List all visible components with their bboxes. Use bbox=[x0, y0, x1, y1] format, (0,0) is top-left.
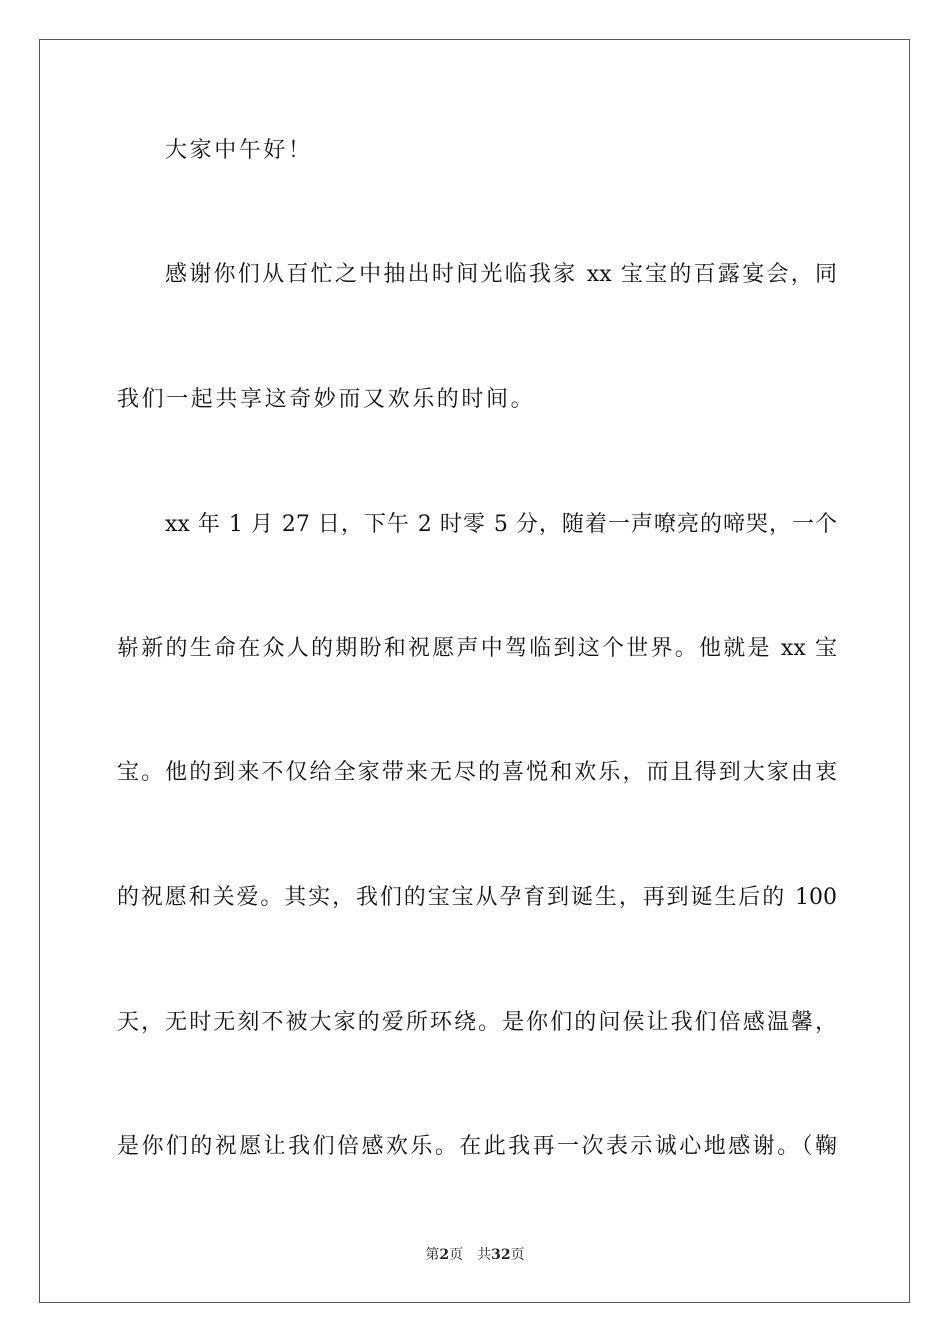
page-footer bbox=[0, 1246, 950, 1264]
body-line-6: 的祝愿和关爱。其实，我们的宝宝从孕育到诞生，再到诞生后的 100 bbox=[117, 885, 837, 910]
page-current: 2 bbox=[439, 1247, 450, 1263]
body-line-2: 我们一起共享这奇妙而又欢乐的时间。 bbox=[117, 387, 536, 412]
total-suffix: 页 bbox=[510, 1247, 525, 1263]
body-line-3: xx 年 1 月 27 日，下午 2 时零 5 分，随着一声嘹亮的啼哭，一个 bbox=[165, 512, 837, 537]
page-border bbox=[39, 39, 910, 1303]
body-line-1: 感谢你们从百忙之中抽出时间光临我家 xx 宝宝的百露宴会，同 bbox=[165, 262, 837, 287]
total-pages: 32 bbox=[491, 1247, 511, 1263]
body-line-4: 崭新的生命在众人的期盼和祝愿声中驾临到这个世界。他就是 xx 宝 bbox=[117, 636, 837, 661]
page-prefix: 第 bbox=[425, 1247, 440, 1263]
body-line-5: 宝。他的到来不仅给全家带来无尽的喜悦和欢乐，而且得到大家由衷 bbox=[117, 760, 837, 785]
body-line-7: 天，无时无刻不被大家的爱所环绕。是你们的问侯让我们倍感温馨， bbox=[117, 1010, 837, 1035]
greeting-line: 大家中午好！ bbox=[165, 138, 313, 163]
total-prefix: 共 bbox=[477, 1247, 492, 1263]
body-line-8: 是你们的祝愿让我们倍感欢乐。在此我再一次表示诚心地感谢。（鞠 bbox=[117, 1134, 837, 1159]
page-suffix: 页 bbox=[449, 1247, 464, 1263]
